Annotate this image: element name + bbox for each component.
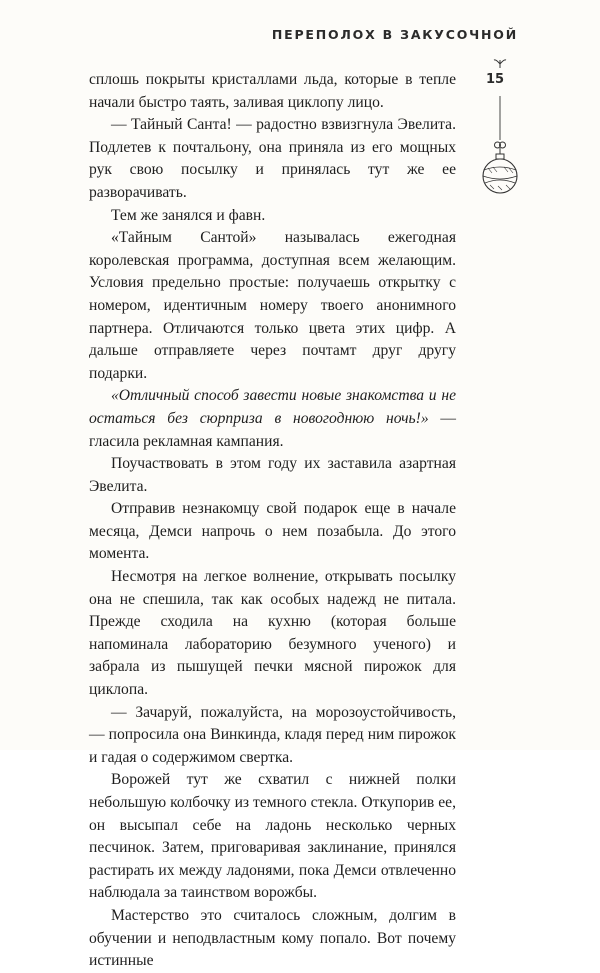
paragraph: Мастерство это считалось сложным, долгим в обучении и неподвластным кому попало. Вот почему истинные — [89, 906, 456, 970]
paragraph: Ворожей тут же схватил с нижней полки небольшую колбочку из темного стекла. Откупорив ее, он высыпал себе на ладонь несколько черных песчинок. Затем, приговаривая заклинание, принялся растирать их между ладонями, пока Демси отвлеченно наблюдала за таинством ворожбы. — [89, 771, 456, 902]
page-number: 15 — [485, 72, 505, 87]
paragraph: «Тайным Сантой» называлась ежегодная королевская программа, доступная всем желающим. Условия предельно простые: получаешь открытку с номером, идентичным номеру твоего анонимного партнера. Отличаются только цвета этих цифр. А дальше отправляете через почтамт друг другу подарки. — [89, 229, 456, 382]
paragraph: Несмотря на легкое волнение, открывать посылку она не спешила, так как особых надежд не питала. Прежде сходила на кухню (которая больше напоминала лабораторию безумного ученого) и забрала из пышущей печки мясной пирожок для циклопа. — [89, 568, 456, 699]
slogan-attribution: — гласила рекламная кампания. — [89, 409, 456, 450]
paragraph: — Зачаруй, пожалуйста, на морозоустойчивость, — попросила она Винкинда, кладя перед ним пирожок и гадая о содержимом свертка. — [89, 703, 456, 766]
slogan-quote: «Отличный способ завести новые знакомства и не остаться без сюрприза в новогоднюю ночь!» — [89, 387, 456, 427]
paragraph: сплошь покрыты кристаллами льда, которые в тепле начали быстро таять, заливая циклопу лицо. — [89, 71, 456, 111]
paragraph: Отправив незнакомцу свой подарок еще в начале месяца, Демси напрочь о нем позабыла. До этого момента. — [89, 500, 456, 563]
paragraph: — Тайный Санта! — радостно взвизгнула Эвелита. Подлетев к почтальону, она приняла из его мощных рук свою посылку и принялась тут же ее разворачивать. — [89, 116, 456, 201]
running-title: ПЕРЕПОЛОХ В ЗАКУСОЧНОЙ — [271, 27, 518, 42]
slogan-paragraph — [89, 385, 456, 453]
paragraph: Поучаствовать в этом году их заставила азартная Эвелита. — [89, 455, 456, 495]
body-text — [89, 69, 456, 973]
paragraph: Тем же занялся и фавн. — [111, 206, 266, 224]
